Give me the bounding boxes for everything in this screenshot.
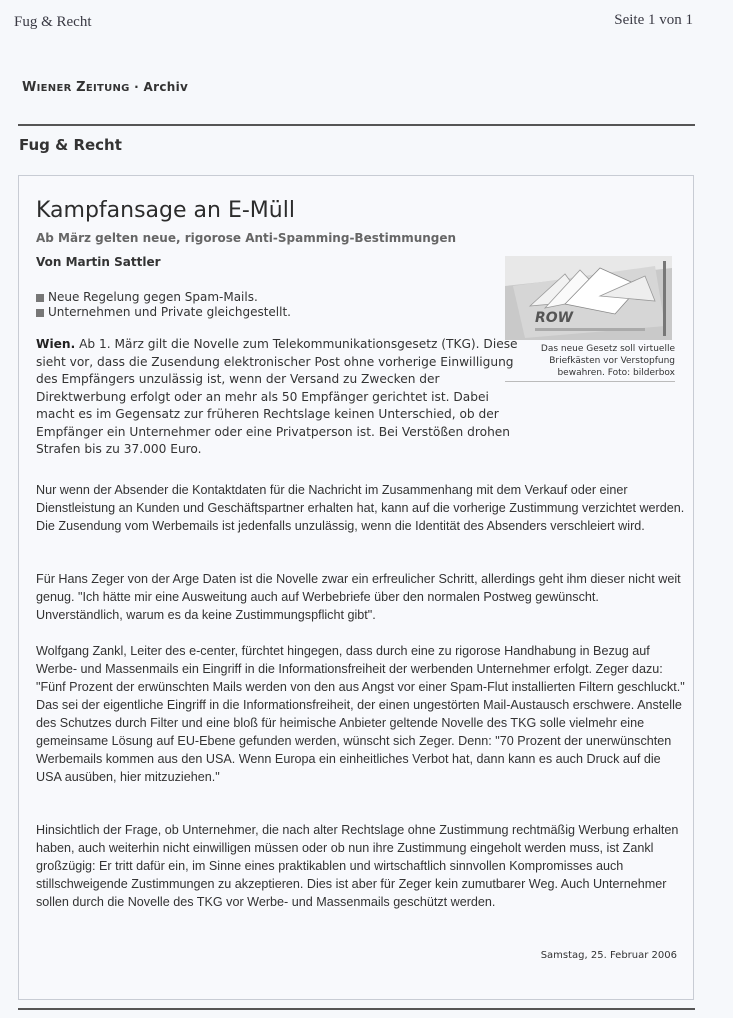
lead-paragraph [36,336,526,459]
bullet-item [36,290,291,305]
body-paragraph: Für Hans Zeger von der Arge Daten ist die Novelle zwar ein erfreulicher Schritt, allerdings geht ihm dieser nicht weit genug. "Ich hätte mir eine Ausweitung auch auf Werbebriefe über den normalen Postweg gewünscht. Unverständlich, warum es da keine Zustimmungspflicht gibt". [36,572,681,622]
lead-text: Ab 1. März gilt die Novelle zum Telekommunikationsgesetz (TKG). Diese sieht vor, dass die Zusendung elektronischer Post ohne vorherige Einwilligung des Empfängers unzulässig ist, wenn der Versand zu Zwecken der Direktwerbung erfolgt oder an mehr als 50 Empfänger gerichtet ist. Dabei macht es im Gegensatz zur früheren Rechtslage keinen Unterschied, ob der Empfänger ein Unternehmer oder eine Privatperson ist. Bei Verstößen drohen Strafen bis zu 37.000 Euro. [36,337,518,456]
print-header-title: Fug & Recht [14,14,92,30]
caption-line: Briefkästen vor Verstopfung [549,356,675,366]
masthead [22,80,188,95]
article-figure [505,256,675,382]
article-byline: Von Martin Sattler [36,255,161,269]
square-bullet-icon [36,309,44,317]
figure-caption [505,343,675,382]
page-number: Seite 1 von 1 [614,12,693,28]
envelopes-photo-icon [505,256,672,340]
publication-date: Samstag, 25. Februar 2006 [540,950,677,961]
masthead-archive: Archiv [143,80,189,94]
caption-line: bewahren. Foto: bilderbox [557,368,675,378]
article-summary-bullets [36,290,291,320]
masthead-separator: · [129,80,144,94]
section-title: Fug & Recht [19,136,122,154]
body-paragraph: Hinsichtlich der Frage, ob Unternehmer, die nach alter Rechtslage ohne Zustimmung rechtmäßig Werbung erhalten haben, auch weiterhin nicht einwilligen müssen oder ob nun ihre Zustimmung eingeholt werden muss, ist Zankl großzügig: Er tritt dafür ein, im Sinne eines praktikablen und wirtschaftlich sinnvollen Kompromisses auch stillschweigende Zustimmungen zu akzeptieren. Dies ist aber für Zeger kein zumutbarer Weg. Auch Unternehmer sollen durch die Novelle des TKG vor Werbe- und Massenmails geschützt werden. [36,823,679,909]
caption-line: Das neue Gesetz soll virtuelle [540,344,675,354]
masthead-rest-wiener: IENER [36,83,72,94]
svg-text:ROW: ROW [535,310,574,326]
article-headline: Kampfansage an E-Müll [36,198,295,223]
lead-dateline-place: Wien. [36,337,76,351]
article-container [18,175,694,1000]
masthead-initial-z: Z [76,80,86,95]
masthead-initial-w: W [22,80,37,95]
article-subheadline: Ab März gelten neue, rigorose Anti-Spamming-Bestimmungen [36,231,457,245]
bullet-text: Neue Regelung gegen Spam-Mails. [48,290,258,304]
bullet-text: Unternehmen und Private gleichgestellt. [48,305,291,319]
bottom-divider [18,1008,695,1010]
bullet-item [36,305,291,320]
square-bullet-icon [36,294,44,302]
top-divider [18,124,695,126]
body-paragraph: Nur wenn der Absender die Kontaktdaten für die Nachricht im Zusammenhang mit dem Verkauf oder einer Dienstleistung an Kunden und Geschäftspartner erhalten hat, kann auf die vorherige Zustimmung verzichtet werden. Die Zusendung vom Werbemails ist jedenfalls unzulässig, wenn die Identität des Absenders verschleiert wird. [36,483,685,533]
masthead-rest-zeitung: EITUNG [85,83,130,94]
body-paragraph: Wolfgang Zankl, Leiter des e-center, fürchtet hingegen, dass durch eine zu rigorose Handhabung in Bezug auf Werbe- und Massenmails ein Eingriff in die Informationsfreiheit der werbenden Unternehmer erfolgt. Zeger dazu: "Fünf Prozent der erwünschten Mails werden von den aus Angst vor einer Spam-Flut installierten Filtern geschluckt." Das sei der eigentliche Eingriff in die Informationsfreiheit, der einen ungestörten Mail-Austausch erschwere. Anstelle des Schutzes durch Filter und eine bloß für heimische Anbieter geltende Novelle des TKG solle vielmehr eine gemeinsame Lösung auf EU-Ebene gefunden werden, wünscht sich Zeger. Denn: "70 Prozent der unerwünschten Werbemails kommen aus den USA. Wenn Europa ein einheitliches Verbot hat, dann kann es auch Druck auf die USA ausüben, hier mitzuziehen." [36,644,685,784]
